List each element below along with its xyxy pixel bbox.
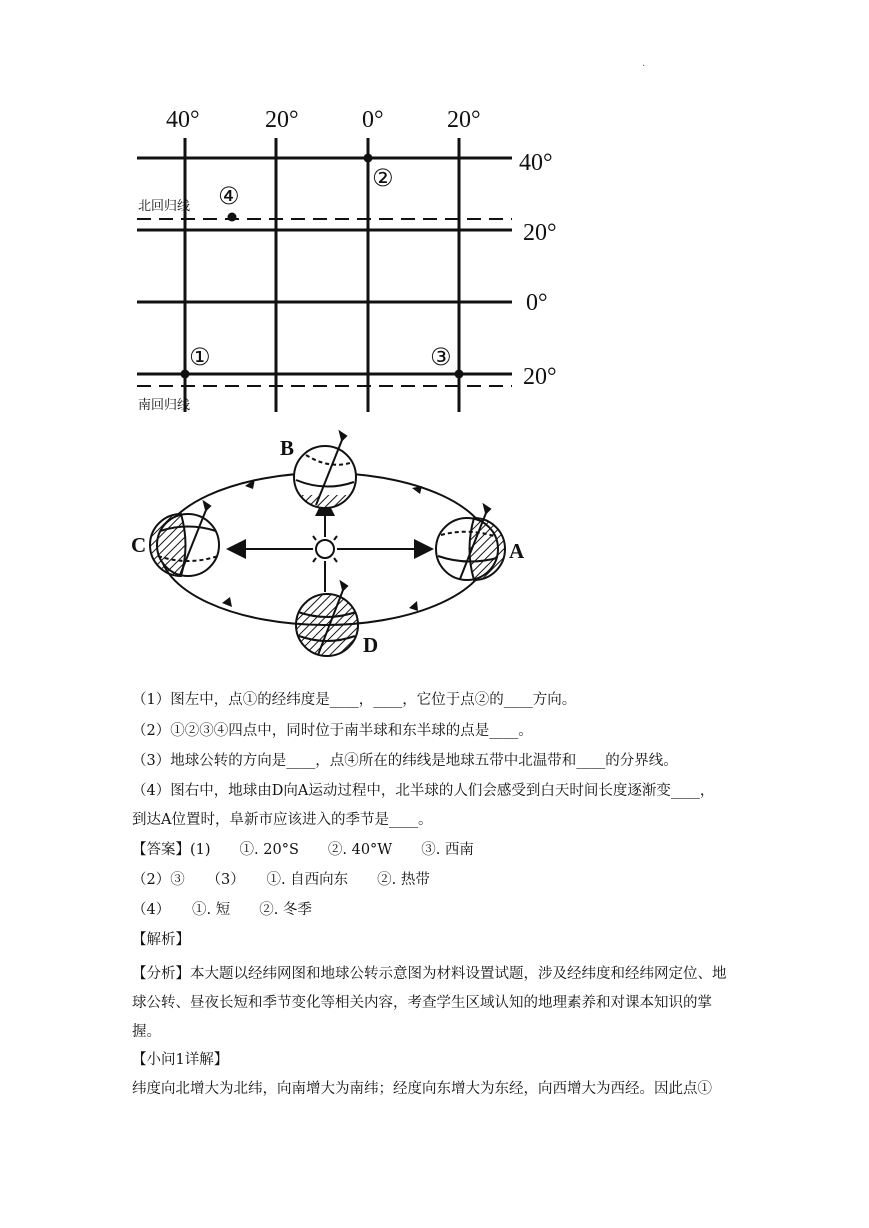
lon-label: 20° (447, 107, 481, 133)
orbit-label: B (280, 436, 295, 460)
orbit-arrow (409, 601, 418, 611)
lon-label: 40° (166, 107, 200, 133)
answer-line-3: （4） ①. 短 ②. 冬季 (132, 902, 312, 918)
orbit-label: A (509, 539, 525, 563)
orbit-label: C (131, 533, 147, 557)
question-3: （3）地球公转的方向是____，点④所在的纬线是地球五带中北温带和____的分界线。 (132, 753, 678, 769)
analysis-paragraph: 【分析】本大题以经纬网图和地球公转示意图为材料设置试题，涉及经纬度和经纬网定位、地球公转、昼夜长短和季节变化等相关内容，考查学生区域认知的地理素养和对课本知识的掌握。 (132, 966, 727, 1040)
earth-c (150, 502, 219, 576)
orbit-label: D (363, 633, 379, 657)
tropic-north-label: 北回归线 (138, 199, 191, 214)
answer-line-2: （2）③ （3） ①. 自西向东 ②. 热带 (132, 872, 430, 888)
lat-label: 20° (523, 364, 557, 390)
point-label: ① (189, 343, 211, 371)
lat-label: 40° (519, 150, 553, 176)
lon-label: 0° (362, 107, 384, 133)
tropic-south-label: 南回归线 (138, 398, 191, 413)
question-4-cont: 到达A位置时，阜新市应该进入的季节是____。 (132, 812, 433, 828)
question-1: （1）图左中，点①的经纬度是____，____，它位于点②的____方向。 (132, 692, 577, 708)
corner-mark: . (642, 58, 646, 69)
detail-line: 纬度向北增大为北纬，向南增大为南纬；经度向东增大为东经，向西增大为西经。因此点① (132, 1081, 712, 1097)
answer-line-1: 【答案】(1) ①. 20°S ②. 40°W ③. 西南 (132, 842, 474, 858)
point-label: ② (372, 164, 394, 192)
lon-label: 20° (265, 107, 299, 133)
point-label: ④ (218, 182, 240, 210)
lat-label: 20° (523, 220, 557, 246)
lat-label: 0° (526, 290, 548, 316)
question-2: （2）①②③④四点中，同时位于南半球和东半球的点是____。 (132, 723, 533, 739)
orbit-arrow (222, 597, 232, 607)
earth-a (436, 505, 505, 580)
earth-d (296, 582, 358, 656)
question-4: （4）图右中，地球由D向A运动过程中，北半球的人们会感受到白天时间长度逐渐变____， (132, 783, 715, 799)
sub-heading: 【小问1详解】 (132, 1052, 229, 1068)
point-label: ③ (430, 343, 452, 371)
analysis-heading: 【解析】 (132, 932, 190, 948)
earth-b (294, 432, 356, 508)
orbit-arrow (412, 486, 422, 494)
sun (316, 540, 334, 558)
